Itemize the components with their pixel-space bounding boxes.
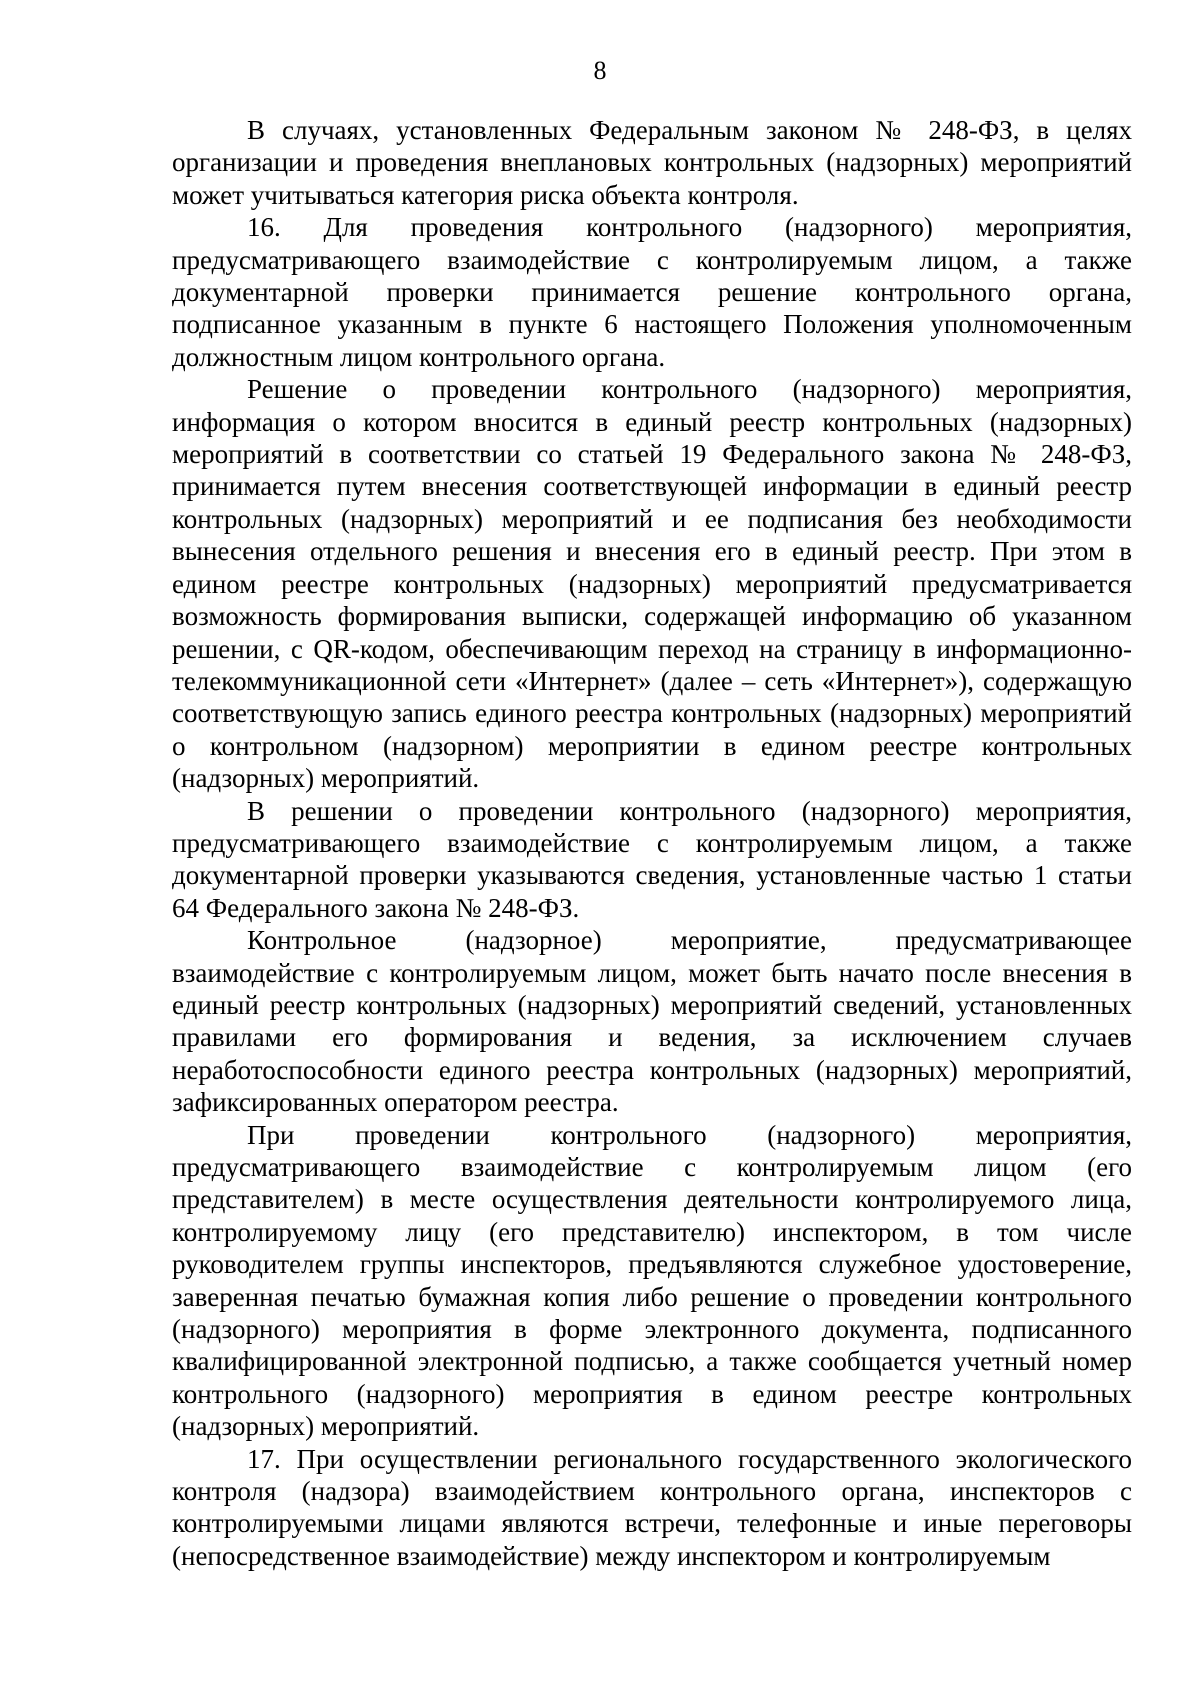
- document-body: [172, 114, 1132, 1572]
- paragraph-clause-16: 16. Для проведения контрольного (надзорного) мероприятия, предусматривающего взаимодействие с контролируемым лицом, а также документарной проверки принимается решение контрольного органа, подписанное указанным в пункте 6 настоящего Положения уполномоченным должностным лицом контрольного органа.: [172, 212, 1132, 372]
- page-number: 8: [593, 56, 607, 85]
- paragraph-registry-decision: Решение о проведении контрольного (надзорного) мероприятия, информация о котором вносится в единый реестр контрольных (надзорных) мероприятий в соответствии со статьей 19 Федерального закона № 248-ФЗ, принимается путем внесения соответствующей информации в единый реестр контрольных (надзорных) мероприятий и ее подписания без необходимости вынесения отдельного решения и внесения его в единый реестр. При этом в едином реестре контрольных (надзорных) мероприятий предусматривается возможность формирования выписки, содержащей информацию об указанном решении, с QR-кодом, обеспечивающим переход на страницу в информационно-телекоммуникационной сети «Интернет» (далее – сеть «Интернет»), содержащую соответствующую запись единого реестра контрольных (надзорных) мероприятий о контрольном (надзорном) мероприятии в едином реестре контрольных (надзорных) мероприятий.: [172, 374, 1132, 794]
- paragraph-clause-17: 17. При осуществлении регионального государственного экологического контроля (надзора) взаимодействием контрольного органа, инспекторов с контролируемыми лицами являются встречи, телефонные и иные переговоры (непосредственное взаимодействие) между инспектором и контролируемым: [172, 1443, 1132, 1571]
- paragraph-risk-category: В случаях, установленных Федеральным законом № 248-ФЗ, в целях организации и проведения внеплановых контрольных (надзорных) мероприятий может учитываться категория риска объекта контроля.: [172, 115, 1132, 210]
- paragraph-start-conditions: Контрольное (надзорное) мероприятие, предусматривающее взаимодействие с контролируемым лицом, может быть начато после внесения в единый реестр контрольных (надзорных) мероприятий сведений, установленных правилами его формирования и ведения, за исключением случаев неработоспособности единого реестра контрольных (надзорных) мероприятий, зафиксированных оператором реестра.: [172, 925, 1132, 1118]
- paragraph-presentation-of-documents: При проведении контрольного (надзорного) мероприятия, предусматривающего взаимодействие с контролируемым лицом (его представителем) в месте осуществления деятельности контролируемого лица, контролируемому лицу (его представителю) инспектором, в том числе руководителем группы инспекторов, предъявляются служебное удостоверение, заверенная печатью бумажная копия либо решение о проведении контрольного (надзорного) мероприятия в форме электронного документа, подписанного квалифицированной электронной подписью, а также сообщается учетный номер контрольного (надзорного) мероприятия в едином реестре контрольных (надзорных) мероприятий.: [172, 1119, 1132, 1442]
- paragraph-decision-contents: В решении о проведении контрольного (надзорного) мероприятия, предусматривающего взаимодействие с контролируемым лицом, а также документарной проверки указываются сведения, установленные частью 1 статьи 64 Федерального закона № 248-ФЗ.: [172, 795, 1132, 923]
